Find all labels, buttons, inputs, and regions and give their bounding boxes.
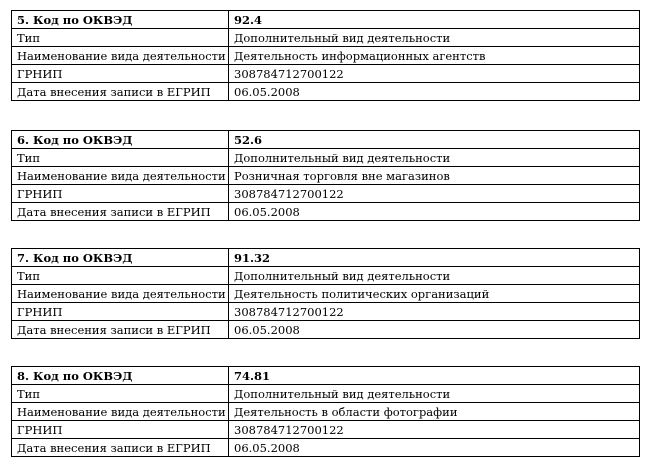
- okved-code-value: 91.32: [229, 249, 640, 267]
- activity-name-value: Деятельность в области фотографии: [229, 403, 640, 421]
- activity-name-value: Деятельность политических организаций: [229, 285, 640, 303]
- record-date-label: Дата внесения записи в ЕГРИП: [12, 203, 229, 221]
- activity-name-label: Наименование вида деятельности: [12, 403, 229, 421]
- grnip-value: 308784712700122: [229, 185, 640, 203]
- grnip-value: 308784712700122: [229, 421, 640, 439]
- okved-code-row: [12, 11, 640, 29]
- grnip-row: [12, 303, 640, 321]
- grnip-label: ГРНИП: [12, 185, 229, 203]
- record-date-value: 06.05.2008: [229, 83, 640, 101]
- type-row: [12, 385, 640, 403]
- okved-entry-5-table: [11, 10, 640, 101]
- activity-name-row: [12, 403, 640, 421]
- activity-name-value: Деятельность информационных агентств: [229, 47, 640, 65]
- okved-code-row: [12, 249, 640, 267]
- okved-entry-6-table: [11, 130, 640, 221]
- record-date-label: Дата внесения записи в ЕГРИП: [12, 321, 229, 339]
- grnip-row: [12, 185, 640, 203]
- record-date-row: [12, 203, 640, 221]
- okved-code-value: 52.6: [229, 131, 640, 149]
- activity-name-label: Наименование вида деятельности: [12, 47, 229, 65]
- type-row: [12, 267, 640, 285]
- type-label: Тип: [12, 385, 229, 403]
- okved-heading: 7. Код по ОКВЭД: [12, 249, 229, 267]
- okved-entry-7-table: [11, 248, 640, 339]
- okved-heading: 8. Код по ОКВЭД: [12, 367, 229, 385]
- type-row: [12, 149, 640, 167]
- okved-heading: 6. Код по ОКВЭД: [12, 131, 229, 149]
- type-value: Дополнительный вид деятельности: [229, 267, 640, 285]
- record-date-value: 06.05.2008: [229, 203, 640, 221]
- activity-name-label: Наименование вида деятельности: [12, 167, 229, 185]
- okved-code-row: [12, 367, 640, 385]
- grnip-row: [12, 421, 640, 439]
- activity-name-value: Розничная торговля вне магазинов: [229, 167, 640, 185]
- record-date-value: 06.05.2008: [229, 321, 640, 339]
- record-date-row: [12, 83, 640, 101]
- activity-name-row: [12, 167, 640, 185]
- record-date-row: [12, 321, 640, 339]
- type-label: Тип: [12, 29, 229, 47]
- okved-heading: 5. Код по ОКВЭД: [12, 11, 229, 29]
- activity-name-row: [12, 47, 640, 65]
- grnip-value: 308784712700122: [229, 303, 640, 321]
- record-date-row: [12, 439, 640, 457]
- activity-name-row: [12, 285, 640, 303]
- okved-code-row: [12, 131, 640, 149]
- grnip-label: ГРНИП: [12, 421, 229, 439]
- type-label: Тип: [12, 267, 229, 285]
- okved-code-value: 74.81: [229, 367, 640, 385]
- record-date-label: Дата внесения записи в ЕГРИП: [12, 83, 229, 101]
- grnip-label: ГРНИП: [12, 65, 229, 83]
- type-label: Тип: [12, 149, 229, 167]
- type-value: Дополнительный вид деятельности: [229, 29, 640, 47]
- grnip-row: [12, 65, 640, 83]
- grnip-label: ГРНИП: [12, 303, 229, 321]
- okved-entry-8-table: [11, 366, 640, 457]
- grnip-value: 308784712700122: [229, 65, 640, 83]
- type-value: Дополнительный вид деятельности: [229, 149, 640, 167]
- activity-name-label: Наименование вида деятельности: [12, 285, 229, 303]
- type-row: [12, 29, 640, 47]
- record-date-label: Дата внесения записи в ЕГРИП: [12, 439, 229, 457]
- type-value: Дополнительный вид деятельности: [229, 385, 640, 403]
- record-date-value: 06.05.2008: [229, 439, 640, 457]
- okved-code-value: 92.4: [229, 11, 640, 29]
